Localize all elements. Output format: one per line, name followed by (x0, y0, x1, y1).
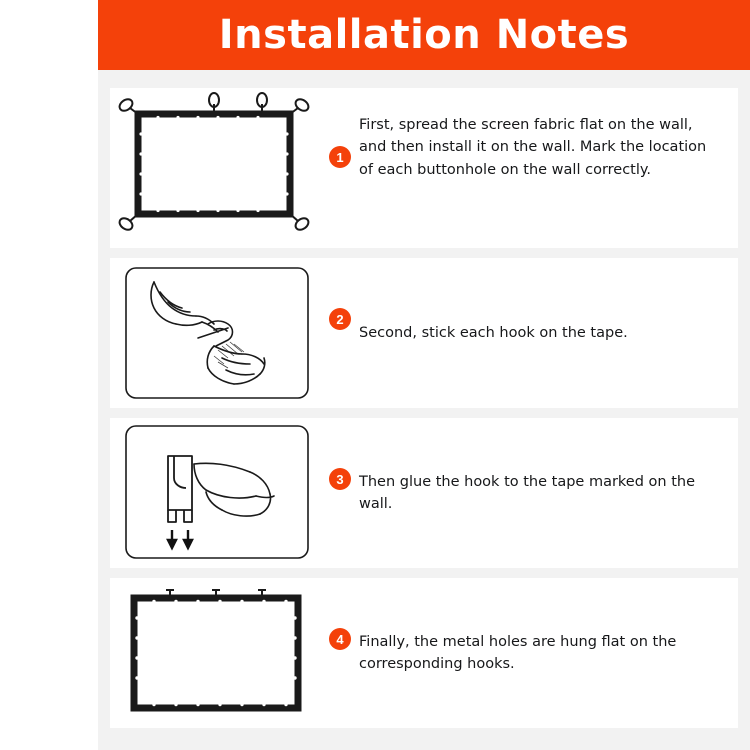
left-white-margin (0, 0, 98, 750)
step-text: Then glue the hook to the tape marked on the wall. (359, 473, 695, 512)
page-header (98, 0, 750, 70)
step-text: Finally, the metal holes are hung flat on the corresponding hooks. (359, 633, 677, 672)
step-text: Second, stick each hook on the tape. (359, 324, 628, 341)
step-1-illustration-area (110, 88, 325, 248)
step-item (110, 578, 738, 728)
step-item (110, 88, 738, 248)
screen-fabric-with-corner-hooks-icon (110, 88, 325, 248)
step-number-badge: 3 (329, 468, 351, 490)
step-2-number-area (325, 258, 359, 408)
step-3-number-area (325, 418, 359, 568)
finger-pressing-hook-to-wall-icon (110, 418, 325, 568)
step-item (110, 258, 738, 408)
step-1-number-area (325, 88, 359, 248)
step-number-badge: 1 (329, 146, 351, 168)
hands-sticking-hook-on-tape-icon (110, 258, 325, 408)
page-title: Installation Notes (218, 12, 630, 58)
step-text: First, spread the screen fabric flat on the wall, and then install it on the wall. Mark the location of each buttonhole on the wall correctly. (359, 117, 707, 178)
screen-hung-flat-on-hooks-icon (110, 578, 325, 728)
step-number-badge: 4 (329, 628, 351, 650)
step-3-illustration-area (110, 418, 325, 568)
step-4-number-area (325, 578, 359, 728)
step-4-illustration-area (110, 578, 325, 728)
step-2-illustration-area (110, 258, 325, 408)
steps-list (110, 88, 740, 738)
step-item (110, 418, 738, 568)
step-number-badge: 2 (329, 308, 351, 330)
